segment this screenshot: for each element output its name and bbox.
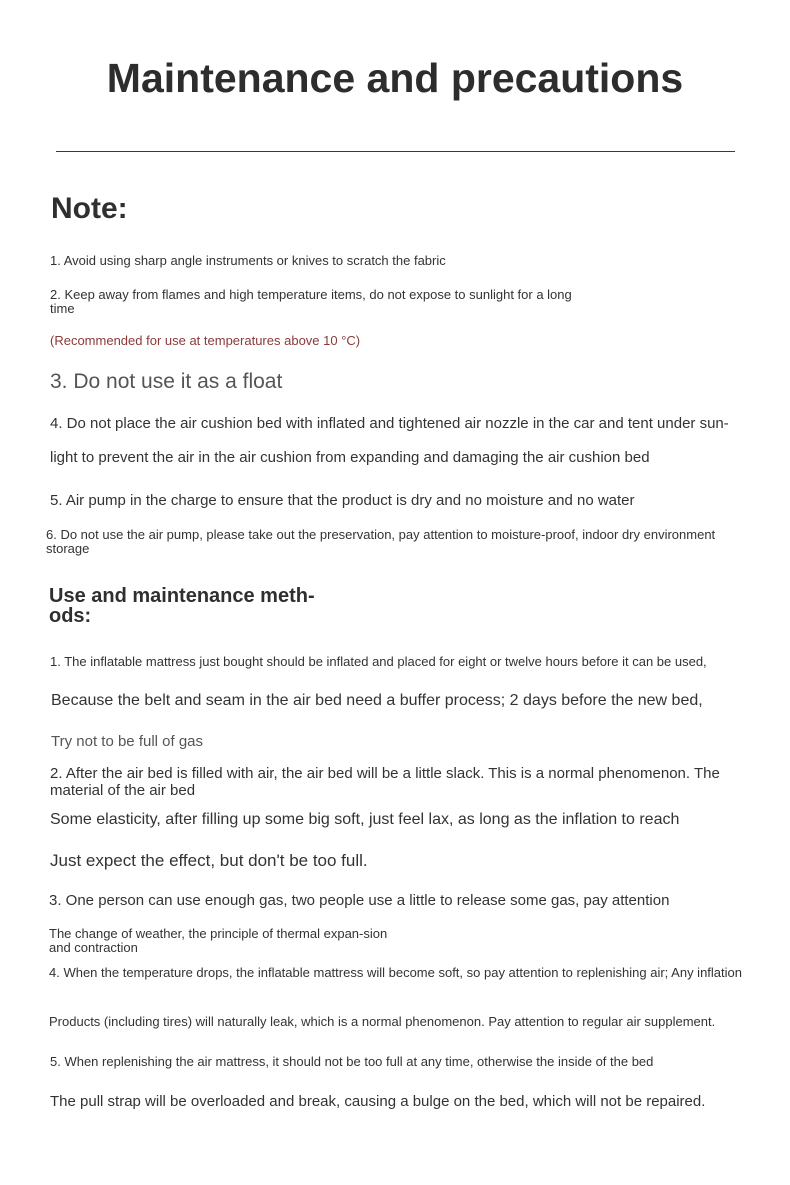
use-item-1-cont: Because the belt and seam in the air bed need a buffer process; 2 days before the new bed, — [51, 692, 703, 709]
divider — [56, 151, 735, 152]
use-item-2-end: Just expect the effect, but don't be too full. — [50, 851, 368, 870]
note-heading: Note: — [51, 192, 128, 225]
note-item-6: 6. Do not use the air pump, please take out the preservation, pay attention to moisture-proof, indoor dry environment storage — [46, 527, 716, 556]
note-item-2: 2. Keep away from flames and high temperature items, do not expose to sunlight for a long time — [50, 287, 572, 316]
use-item-4-cont: Products (including tires) will naturally leak, which is a normal phenomenon. Pay attention to regular air supplement. — [49, 1014, 716, 1029]
use-item-3: 3. One person can use enough gas, two people use a little to release some gas, pay attention — [49, 892, 670, 909]
use-heading: Use and maintenance meth-ods: — [49, 585, 315, 627]
use-item-2-cont: Some elasticity, after filling up some big soft, just feel lax, as long as the inflation to reach — [50, 811, 680, 828]
note-item-2-recommendation: (Recommended for use at temperatures above 10 °C) — [50, 333, 361, 348]
use-item-2: 2. After the air bed is filled with air, the air bed will be a little slack. This is a normal phenomenon. The material of the air bed — [50, 765, 720, 799]
use-item-1-note: Try not to be full of gas — [51, 733, 204, 750]
use-item-5-cont: The pull strap will be overloaded and break, causing a bulge on the bed, which will not be repaired. — [50, 1093, 706, 1110]
note-item-3: 3. Do not use it as a float — [50, 370, 283, 393]
use-item-1: 1. The inflatable mattress just bought should be inflated and placed for eight or twelve hours before it can be used, — [50, 654, 707, 669]
use-item-5: 5. When replenishing the air mattress, it should not be too full at any time, otherwise the inside of the bed — [50, 1054, 654, 1069]
note-item-4-cont: light to prevent the air in the air cushion from expanding and damaging the air cushion bed — [50, 449, 650, 466]
note-item-4: 4. Do not place the air cushion bed with inflated and tightened air nozzle in the car and tent under sun- — [50, 415, 729, 432]
page-title: Maintenance and precautions — [106, 55, 684, 101]
use-item-3-cont: The change of weather, the principle of thermal expan-sion and contraction — [49, 926, 388, 955]
note-item-5: 5. Air pump in the charge to ensure that the product is dry and no moisture and no water — [50, 492, 635, 509]
use-item-4: 4. When the temperature drops, the inflatable mattress will become soft, so pay attention to replenishing air; Any inflation — [49, 965, 742, 980]
note-item-1: 1. Avoid using sharp angle instruments or knives to scratch the fabric — [50, 253, 446, 268]
